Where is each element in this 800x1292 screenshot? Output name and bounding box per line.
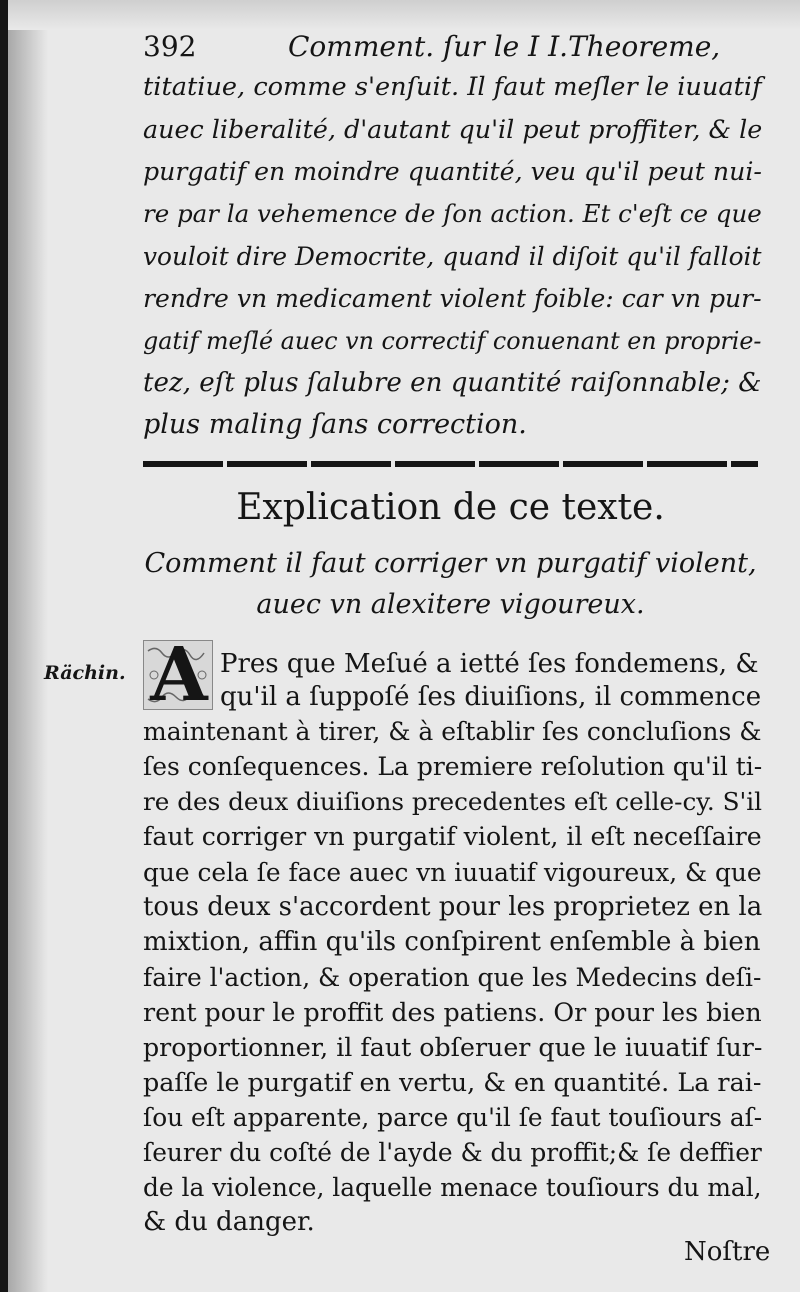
text-line: purgatif en moindre quantité, veu qu'il peut nui- xyxy=(143,157,762,186)
text-line: ſes conſequences. La premiere reſolution qu'il ti- xyxy=(143,752,763,781)
text-line: de la violence, laquelle menace touſiours du mal, xyxy=(143,1173,762,1202)
text-line: tez, eſt plus ſalubre en quantité raiſonnable; & xyxy=(143,368,762,398)
page-top-shadow xyxy=(8,0,800,30)
section-divider-rule xyxy=(143,461,758,467)
text-line: re par la vehemence de ſon action. Et c'eſt ce que xyxy=(143,199,762,228)
text-line: qu'il a ſuppoſé ſes diuiſions, il commence xyxy=(220,682,762,712)
text-line: plus maling ſans correction. xyxy=(143,409,527,440)
page-number: 392 xyxy=(143,30,197,63)
text-line: auec liberalité, d'autant qu'il peut proffiter, & le xyxy=(143,114,763,144)
text-line: proportionner, il faut obſeruer que le iuuatif ſur- xyxy=(143,1033,763,1062)
text-line: ſou eſt apparente, parce qu'il ſe faut touſiours aſ- xyxy=(143,1103,763,1132)
text-line: rendre vn medicament violent foible: car vn pur- xyxy=(143,284,762,313)
section-title: Explication de ce texte. xyxy=(236,487,665,528)
text-line: tous deux s'accordent pour les proprietez en la xyxy=(143,892,763,922)
text-line: & du danger. xyxy=(143,1207,315,1237)
book-page xyxy=(8,0,800,1292)
text-line: faut corriger vn purgatif violent, il eſt neceſſaire xyxy=(143,822,762,851)
running-head: Comment. ſur le I I.Theoreme, xyxy=(288,30,721,63)
drop-cap-letter: A xyxy=(150,632,208,718)
text-line: que cela ſe face auec vn iuuatif vigoureux, & que xyxy=(143,858,762,887)
text-line: maintenant à tirer, & à eſtablir ſes concluſions & xyxy=(143,717,762,746)
catchword: Noſtre xyxy=(684,1237,771,1267)
text-line: paſſe le purgatif en vertu, & en quantité. La rai- xyxy=(143,1067,762,1097)
text-line: faire l'action, & operation que les Medecins deſi- xyxy=(143,963,762,992)
text-line: rent pour le proffit des patiens. Or pour les bien xyxy=(143,998,762,1027)
text-line: titatiue, comme s'enſuit. Il faut meſler le iuuatif xyxy=(143,72,762,102)
page-gutter-shadow xyxy=(8,0,48,1292)
subtitle-line: auec vn alexitere vigoureux. xyxy=(256,589,645,620)
text-line: vouloit dire Democrite, quand il diſoit qu'il falloit xyxy=(143,242,762,271)
page-header xyxy=(143,30,763,70)
text-line: mixtion, affin qu'ils conſpirent enſemble à bien xyxy=(143,927,761,957)
text-line: ſeurer du coſté de l'ayde & du proffit;& ſe deffier xyxy=(143,1138,762,1167)
text-line: re des deux diuiſions precedentes eſt celle-cy. S'il xyxy=(143,787,763,816)
ornamental-initial xyxy=(143,632,213,718)
text-line: Pres que Meſué a ietté ſes fondemens, & xyxy=(220,649,759,679)
text-line: gatif meſlé auec vn correctif conuenant en proprie- xyxy=(143,327,762,355)
margin-note: Rächin. xyxy=(44,662,126,684)
subtitle-line: Comment il faut corriger vn purgatif violent, xyxy=(144,548,757,579)
